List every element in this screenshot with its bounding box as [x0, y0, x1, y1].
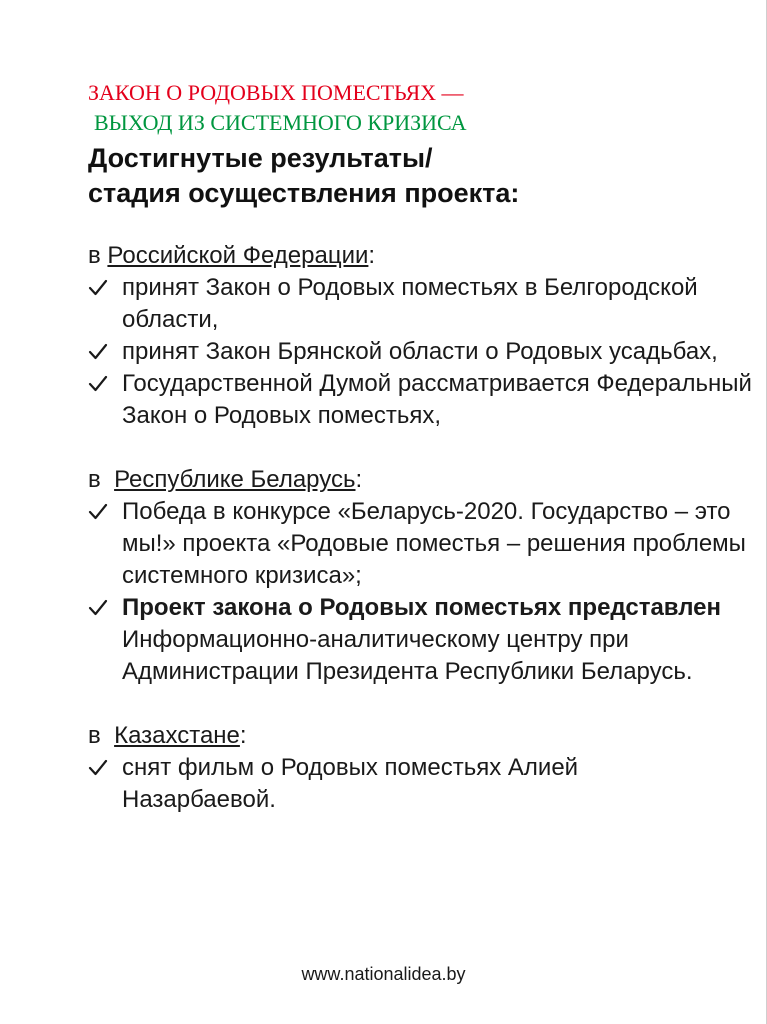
subtitle — [88, 141, 728, 211]
section-belarus — [88, 464, 758, 688]
checkmark-icon — [88, 758, 108, 778]
section-suffix: : — [239, 722, 247, 749]
list-item-text: принят Закон о Родовых поместьях в Белгородской области, — [122, 274, 698, 333]
list-item — [88, 368, 758, 432]
list-item-text: снят фильм о Родовых поместьях Алией Назарбаевой. — [122, 754, 579, 813]
slide-header — [88, 78, 467, 138]
bullet-list — [88, 752, 758, 816]
section-suffix: : — [368, 242, 376, 269]
section-name: Республике Беларусь — [114, 466, 356, 493]
list-item-bold-text: Проект закона о Родовых поместьях представлен — [122, 594, 722, 621]
checkmark-icon — [88, 502, 108, 522]
checkmark-icon — [88, 374, 108, 394]
list-item — [88, 496, 758, 592]
subtitle-line-2: стадия осуществления проекта: — [88, 178, 520, 208]
content-body — [88, 240, 758, 816]
list-item — [88, 336, 758, 368]
section-heading — [88, 720, 758, 752]
header-line-1: ЗАКОН О РОДОВЫХ ПОМЕСТЬЯХ — — [88, 80, 464, 105]
section-kazakhstan — [88, 720, 758, 816]
checkmark-icon — [88, 598, 108, 618]
list-item-text: Информационно-аналитическому центру при Администрации Президента Республики Беларусь. — [122, 626, 693, 685]
list-item-text: Государственной Думой рассматривается Федеральный Закон о Родовых поместьях, — [122, 370, 752, 429]
section-heading — [88, 464, 758, 496]
list-item — [88, 592, 758, 688]
section-prefix: в — [88, 242, 108, 269]
list-item — [88, 272, 758, 336]
subtitle-line-1: Достигнутые результаты/ — [88, 143, 433, 173]
section-prefix: в — [88, 466, 115, 493]
section-suffix: : — [355, 466, 363, 493]
header-line-2: ВЫХОД ИЗ СИСТЕМНОГО КРИЗИСА — [94, 110, 467, 135]
list-item — [88, 752, 642, 816]
list-item-text: принят Закон Брянской области о Родовых усадьбах, — [122, 338, 718, 365]
section-name: Российской Федерации — [107, 242, 369, 269]
bullet-list — [88, 496, 758, 688]
section-name: Казахстане — [114, 722, 240, 749]
checkmark-icon — [88, 278, 108, 298]
footer-url: www.nationalidea.by — [301, 964, 466, 984]
checkmark-icon — [88, 342, 108, 362]
bullet-list — [88, 272, 758, 432]
spacer — [88, 688, 758, 720]
section-russia — [88, 240, 758, 432]
section-heading — [88, 240, 758, 272]
section-prefix: в — [88, 722, 115, 749]
spacer — [88, 432, 758, 464]
list-item-text: Победа в конкурсе «Беларусь-2020. Государство – это мы!» проекта «Родовые поместья – решения проблемы системного кризиса»; — [122, 498, 746, 589]
